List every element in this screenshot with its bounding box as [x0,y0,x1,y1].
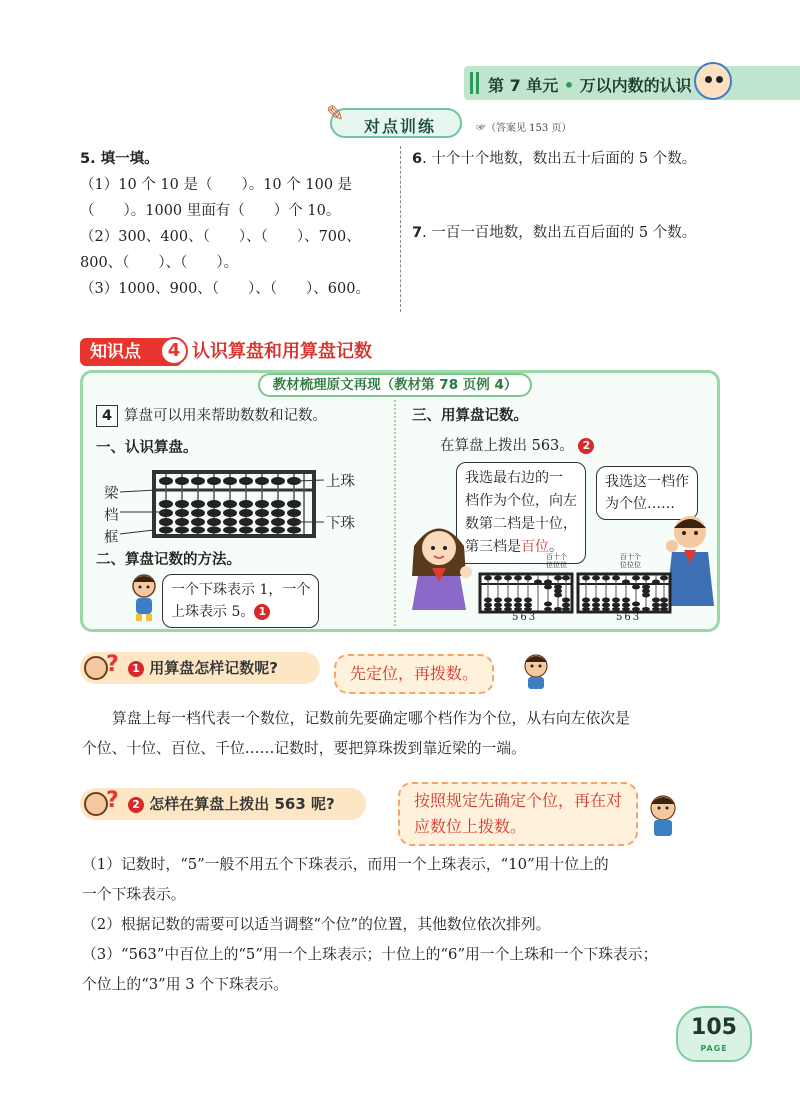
header-bar [470,72,473,94]
bubble-left-line: 一个下珠表示 1，一个 [171,582,311,598]
page-number: 105 [691,1015,737,1040]
marker-1: 1 [254,604,270,620]
paragraph-2-line: 个位上的“3”用 3 个下珠表示。 [82,976,289,993]
abacus-lower-beads [159,500,301,534]
answer-1-bubble: 先定位，再拨数。 [334,654,494,694]
question-2-number: 2 [128,797,144,813]
q5-line: （2）300、400、（ ）、（ ）、700、 [80,229,361,245]
boy-bubble-line: 为个位…… [605,496,675,512]
q5-line: （3）1000、900、（ ）、（ ）、600。 [80,281,370,297]
pencil-icon: ✎ [326,102,345,127]
q5-line: 800、（ ）、（ ）。 [80,255,239,271]
knowledge-title: 认识算盘和用算盘记数 [192,341,372,362]
girl-bubble-line: 我选最右边的一 [465,470,563,486]
unit-heading [488,73,692,96]
speech-bubble-left [162,574,319,628]
abacus-a-top2: 位位位 [546,561,567,569]
answer-2-bubble [398,782,638,846]
girl-bubble-punct: 。 [549,539,563,555]
question-1-text: 用算盘怎样记数呢? [149,659,278,677]
abacus-b-place-labels [620,553,641,569]
column-divider [400,146,401,312]
question-mark-icon: ? [106,652,119,677]
abacus-a-place-labels [546,553,567,569]
paragraph-2-line: （2）根据记数的需要可以适当调整“个位”的位置，其他数位依次排列。 [82,916,551,933]
question-mark-icon: ? [106,788,119,813]
section-3-task [440,434,594,455]
highlight-hundreds: 百位 [521,539,549,555]
knowledge-tag-label: 知识点 [90,342,141,362]
abacus-a-top: 百十个 [546,553,567,561]
example-number: 4 [96,405,118,427]
abacus-b-caption: 563 [616,612,642,623]
abacus-upper-beads [159,477,301,485]
question-2-bar [80,788,366,820]
boy-bubble-line: 我选这一档作 [605,474,689,490]
q6-number: 6 [412,151,423,167]
paragraph-1b [82,734,526,764]
page-number-badge [676,1006,752,1062]
header-bar [476,72,479,94]
q7-text: . 一百一百地数，数出五百后面的 5 个数。 [422,225,697,241]
training-banner [326,102,462,138]
paragraph-1-line: 个位、十位、百位、千位……记数时，要把算珠拨到靠近梁的一端。 [82,740,526,757]
question-1-bar [80,652,320,684]
answer-2-line: 按照规定先确定个位，再在对 [414,791,623,810]
q5-line: （ ）。1000 里面有（ ）个 10。 [80,203,341,219]
label-upper-bead: 上珠 [326,474,355,490]
teacher-face-icon [84,792,108,816]
girl-bubble-line: 数第二档是十位， [465,516,577,532]
section-1-heading: 一、认识算盘。 [96,440,198,456]
q5-line: （1）10 个 10 是（ ）。10 个 100 是 [80,177,353,193]
section-2-heading: 二、算盘记数的方法。 [96,552,241,568]
abacus-a-caption: 563 [512,612,538,623]
paragraph-1 [82,704,630,734]
speech-bubble-girl [456,462,586,564]
training-title: 对点训练 [364,117,437,136]
header-separator: • [563,76,575,95]
paragraph-1-line: 算盘上每一档代表一个数位，记数前先要确定哪个档作为个位，从右向左依次是 [112,710,630,727]
unit-title: 万以内数的认识 [579,76,692,95]
mascot-boy-icon [640,790,686,842]
mascot-boy-icon [516,650,556,690]
exercise-6 [412,146,696,172]
section-3-heading: 三、用算盘记数。 [412,408,528,424]
example-text: 算盘可以用来帮助数数和记数。 [124,408,327,424]
unit-header [464,66,800,100]
q6-text: . 十个十个地数，数出五十后面的 5 个数。 [422,151,697,167]
girl-bubble-line: 档作为个位，向左 [465,493,577,509]
section-3-text: 在算盘上拨出 563。 [440,438,574,454]
page-label: PAGE [700,1044,728,1053]
label-beam: 梁 [104,486,119,502]
question-1 [128,657,278,678]
example-heading [96,404,327,427]
paragraph-2-line: 一个下珠表示。 [82,886,186,903]
marker-2: 2 [578,438,594,454]
boy-figure-icon [124,572,164,622]
textbook-tab: 教材梳理原文再现（教材第 78 页例 4） [258,373,532,397]
question-2 [128,793,335,814]
knowledge-number: 4 [160,337,188,365]
exercise-7 [412,220,696,246]
q7-number: 7 [412,225,423,241]
label-frame: 框 [104,530,119,546]
knowledge-point-tag [80,338,182,366]
paragraph-2-line: （1）记数时，“5”一般不用五个下珠表示，而用一个上珠表示，“10”用十位上的 [82,856,609,873]
bubble-left-line: 上珠表示 5。 [171,604,255,620]
unit-label: 第 7 单元 [488,76,559,95]
label-lower-bead: 下珠 [326,516,355,532]
paragraph-2 [82,850,657,1000]
abacus-b-top: 百十个 [620,553,641,561]
q5-title: . 填一填。 [90,151,159,167]
answer-2-line: 应数位上拨数。 [414,817,527,836]
girl-bubble-line: 第三档是 [465,539,521,555]
textbook-divider [394,400,396,626]
label-rod: 档 [104,508,119,524]
question-2-text: 怎样在算盘上拨出 563 呢? [149,795,335,813]
abacus-b-top2: 位位位 [620,561,641,569]
question-1-number: 1 [128,661,144,677]
paragraph-2-line: （3）“563”中百位上的“5”用一个上珠表示；十位上的“6”用一个上珠和一个下珠表示； [82,946,658,963]
answer-reference: ☞（答案见 153 页） [476,123,572,134]
exercise-5 [80,146,370,302]
teacher-face-icon [84,656,108,680]
mascot-magnifier-icon [694,62,732,100]
girl-figure-icon [404,516,474,612]
q5-number: 5 [80,151,91,167]
